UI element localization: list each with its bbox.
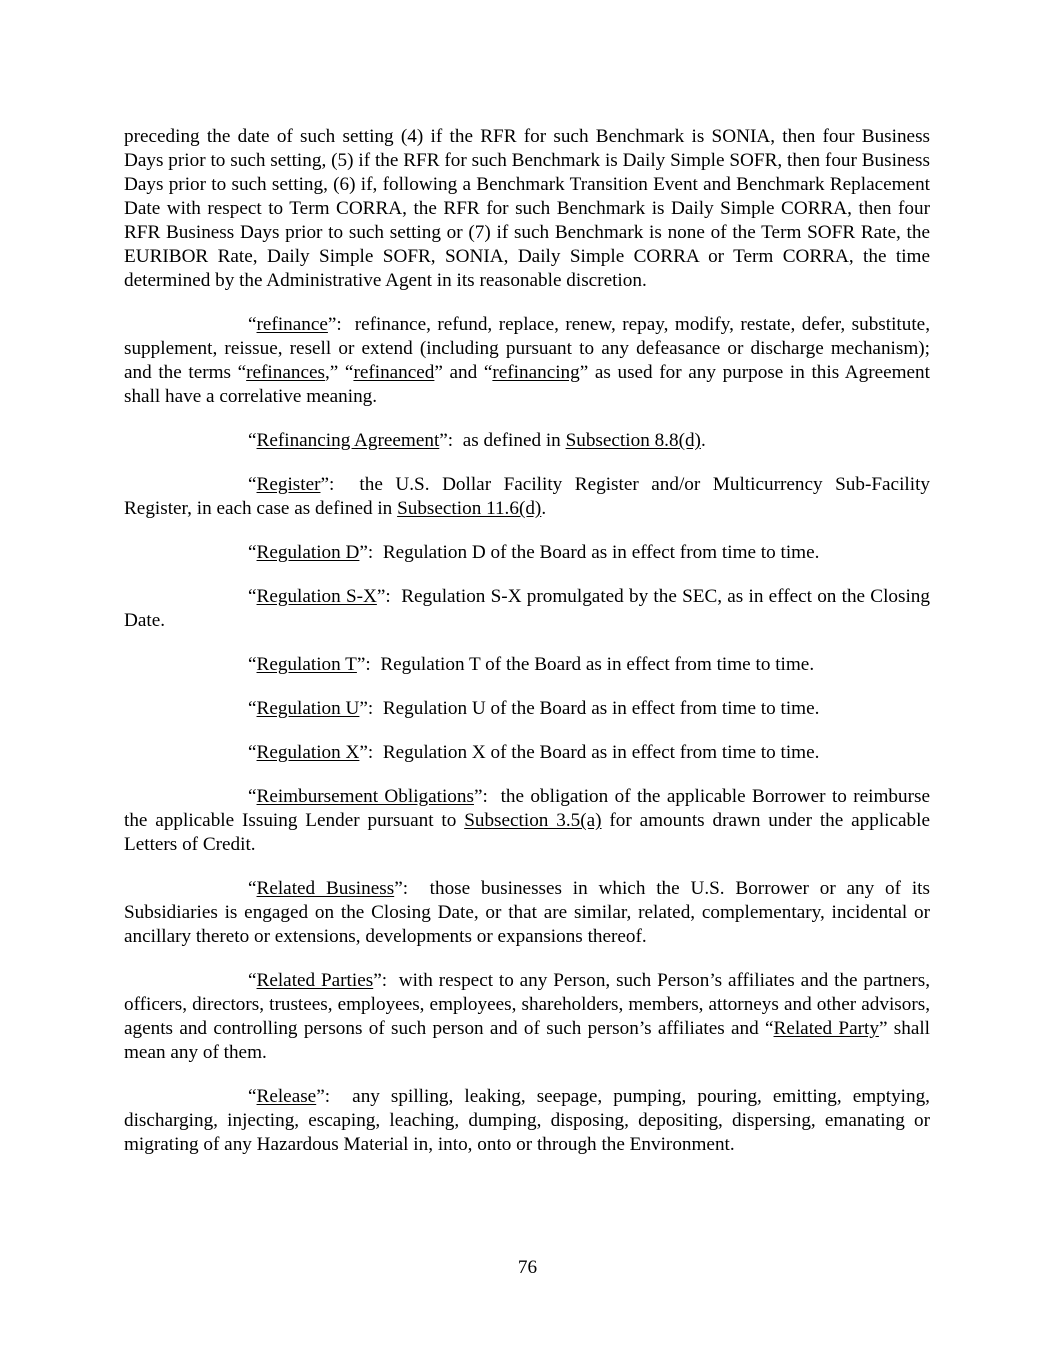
definition-text: the U.S. Dollar Facility Register and/or Multicurrency Sub-Facility Register, in each case as defined in [124,474,930,519]
subsection-reference: Subsection 11.6(d) [397,498,542,519]
definition-text: Regulation T of the Board as in effect from time to time. [380,654,815,675]
intro-paragraph: preceding the date of such setting (4) if the RFR for such Benchmark is SONIA, then four Business Days prior to such setting, (5) if the RFR for such Benchmark is Daily Simple SOFR, then four Business Days prior to such setting, (6) if, following a Benchmark Transition Event and Benchmark Replacement Date with respect to Term CORRA, the RFR for such Benchmark is Daily Simple CORRA, then four RFR Business Days prior to such setting or (7) if such Benchmark is none of the Term SOFR Rate, the EURIBOR Rate, Daily Simple SOFR, SONIA, Daily Simple CORRA or Term CORRA, the time determined by the Administrative Agent in its reasonable discretion. [124,126,930,291]
definition-release: “Release”: any spilling, leaking, seepage, pumping, pouring, emitting, emptying, discharging, injecting, escaping, leaching, dumping, disposing, depositing, dispersing, emanating or migrating of any Hazardous Material in, into, onto or through the Environment. [124,1086,930,1155]
subsection-reference: Subsection 8.8(d) [565,430,701,451]
definition-related-parties: “Related Parties”: with respect to any Person, such Person’s affiliates and the partners, officers, directors, trustees, employees, employees, shareholders, members, attorneys and other advisors, agents and controlling persons of such person and of such person’s affiliates and “Related Party” shall mean any of them. [124,970,930,1063]
definition-regulation-u: “Regulation U”: Regulation U of the Board as in effect from time to time. [248,698,820,719]
page-number: 76 [517,1257,538,1278]
definition-text: . [700,430,706,451]
definition-refinancing-agreement: “Refinancing Agreement”: as defined in Subsection 8.8(d). [248,430,706,451]
defined-term-related-party: Related Party [773,1018,879,1039]
definition-refinance: “refinance”: refinance, refund, replace, renew, repay, modify, restate, defer, substitute, supplement, reissue, resell or extend (including pursuant to any defeasance or discharge mechanism); and the terms “refinances,” “refinanced” and “refinancing” as used for any purpose in this Agreement shall have a correlative meaning. [124,314,930,407]
definition-text: ” shall mean any of them. [124,1018,930,1063]
definition-regulation-x: “Regulation X”: Regulation X of the Board as in effect from time to time. [248,742,820,763]
definition-text: those businesses in which the U.S. Borrower or any of its Subsidiaries is engaged on the Closing Date, or that are similar, related, complementary, incidental or ancillary thereto or extensions, developments or expansions thereof. [124,878,930,947]
separator: ” and “ [434,362,493,383]
defined-term-refinances: refinances [246,362,325,383]
definition-regulation-d: “Regulation D”: Regulation D of the Board as in effect from time to time. [248,542,820,563]
defined-term-refinancing-agreement: Refinancing Agreement [256,430,440,451]
defined-term-regulation-s-x: Regulation S-X [256,586,377,607]
defined-term-related-parties: Related Parties [256,970,374,991]
definition-text: refinance, refund, replace, renew, repay, modify, restate, defer, substitute, supplement, reissue, resell or extend (including pursuant to any defeasance or discharge mechanism); and the terms “ [124,314,930,383]
definition-text: . [541,498,547,519]
definition-regulation-t: “Regulation T”: Regulation T of the Board as in effect from time to time. [248,654,815,675]
definition-text: with respect to any Person, such Person’s affiliates and the partners, officers, directors, trustees, employees, employees, shareholders, members, attorneys and other advisors, agents and controlling persons of such person and of such person’s affiliates and “ [124,970,930,1039]
definition-text: as defined in [462,430,566,451]
defined-term-regulation-d: Regulation D [256,542,360,563]
separator: ,” “ [324,362,354,383]
definition-text: Regulation S-X promulgated by the SEC, as in effect on the Closing Date. [124,586,930,631]
defined-term-reimbursement-obligations: Reimbursement Obligations [256,786,474,807]
definition-text: any spilling, leaking, seepage, pumping, pouring, emitting, emptying, discharging, injecting, escaping, leaching, dumping, disposing, depositing, dispersing, emanating or migrating of any Hazardous Material in, into, onto or through the Environment. [124,1086,930,1155]
definition-register: “Register”: the U.S. Dollar Facility Register and/or Multicurrency Sub-Facility Register, in each case as defined in Subsection 11.6(d). [124,474,930,519]
defined-term-refinancing: refinancing [492,362,580,383]
defined-term-release: Release [256,1086,317,1107]
definition-text: Regulation X of the Board as in effect from time to time. [382,742,820,763]
definition-regulation-s-x: “Regulation S-X”: Regulation S-X promulgated by the SEC, as in effect on the Closing Date. [124,586,930,631]
definition-text: for amounts drawn under the applicable Letters of Credit. [124,810,930,855]
definition-reimbursement-obligations: “Reimbursement Obligations”: the obligation of the applicable Borrower to reimburse the applicable Issuing Lender pursuant to Subsection 3.5(a) for amounts drawn under the applicable Letters of Credit. [124,786,930,855]
definition-text: Regulation U of the Board as in effect from time to time. [382,698,820,719]
definition-text: ” as used for any purpose in this Agreement shall have a correlative meaning. [124,362,930,407]
definition-related-business: “Related Business”: those businesses in which the U.S. Borrower or any of its Subsidiaries is engaged on the Closing Date, or that are similar, related, complementary, incidental or ancillary thereto or extensions, developments or expansions thereof. [124,878,930,947]
defined-term-regulation-x: Regulation X [256,742,360,763]
definition-text: Regulation D of the Board as in effect from time to time. [382,542,820,563]
defined-term-register: Register [256,474,321,495]
subsection-reference: Subsection 3.5(a) [464,810,602,831]
defined-term-refinanced: refinanced [353,362,435,383]
definition-text: the obligation of the applicable Borrower to reimburse the applicable Issuing Lender pursuant to [124,786,930,831]
defined-term-refinance: refinance [256,314,328,335]
defined-term-regulation-t: Regulation T [256,654,357,675]
defined-term-related-business: Related Business [256,878,395,899]
document-body [124,125,930,1177]
defined-term-regulation-u: Regulation U [256,698,360,719]
